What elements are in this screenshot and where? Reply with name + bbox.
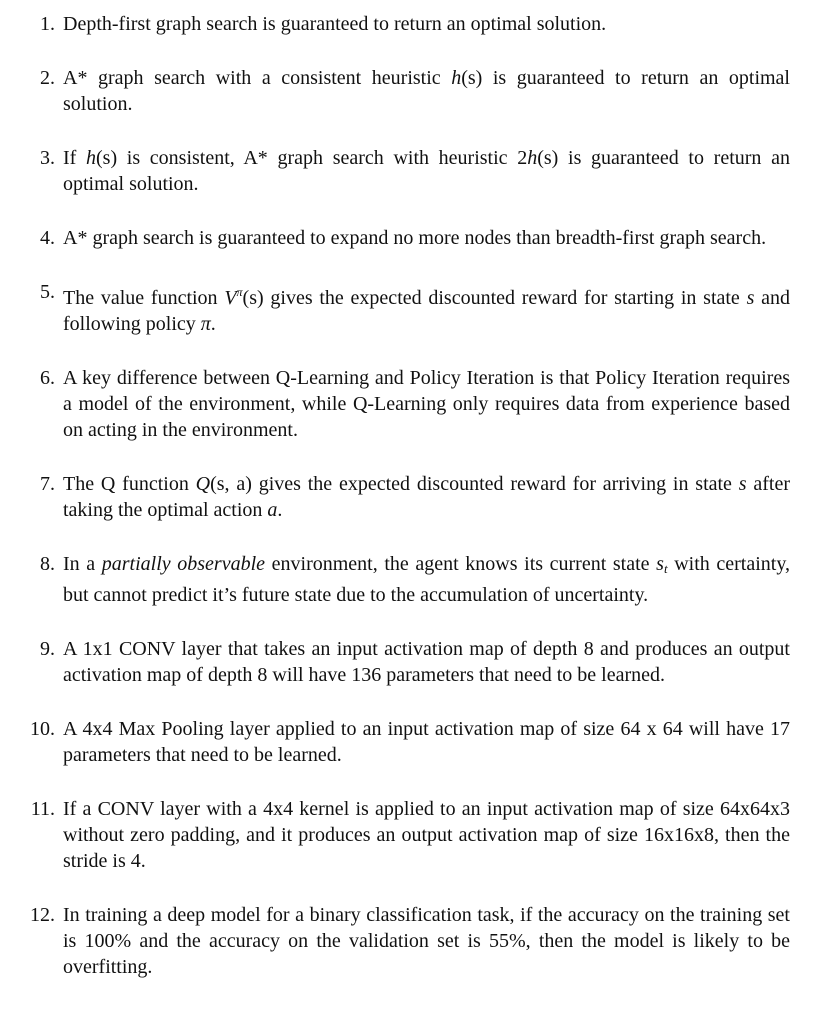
math-a: a	[267, 499, 278, 521]
question-text: A 1x1 CONV layer that takes an input activation map of depth 8 and produces an output activation map of depth 8 will have 136 parameters that need to be learned.	[63, 638, 790, 686]
question-3	[25, 145, 790, 197]
math-args: (s, a)	[210, 473, 252, 495]
question-text-part: gives the expected discounted reward for starting in state	[263, 287, 747, 309]
question-text-part: after taking the optimal action	[63, 473, 790, 521]
question-text-part: is guaranteed to return an optimal solution.	[63, 147, 790, 195]
question-number: 10.	[30, 718, 55, 740]
question-6	[25, 365, 790, 443]
math-h: h	[527, 147, 538, 169]
math-h: h	[86, 147, 96, 169]
question-11	[25, 796, 790, 874]
question-text-part: is guaranteed to return an optimal solution.	[63, 67, 790, 115]
math-arg: (s)	[537, 147, 559, 169]
question-text-part: .	[210, 313, 216, 335]
question-text-part: In a	[63, 553, 102, 575]
question-text-part: and following policy	[63, 287, 790, 335]
question-8	[25, 551, 790, 608]
question-text-part: environment, the agent knows its current state	[265, 553, 657, 575]
math-h: h	[451, 67, 462, 89]
question-text-part: The value function	[63, 287, 225, 309]
math-s: s	[746, 287, 755, 309]
math-s: s	[738, 473, 747, 495]
math-V: V	[224, 287, 237, 309]
question-2	[25, 65, 790, 117]
question-text-part: with certainty, but cannot predict it’s future state due to the accumulation of uncertainty.	[63, 553, 791, 606]
question-number: 2.	[40, 67, 55, 89]
question-text-part: If	[63, 147, 86, 169]
question-number: 6.	[40, 367, 55, 389]
math-pi: π	[200, 313, 211, 335]
question-10	[25, 716, 790, 768]
question-4	[25, 225, 790, 251]
question-number: 3.	[40, 147, 55, 169]
question-number: 1.	[40, 13, 55, 35]
emphasis-text: partially observable	[101, 553, 266, 575]
question-number: 12.	[30, 904, 55, 926]
question-text-part: .	[277, 499, 283, 521]
question-text: A 4x4 Max Pooling layer applied to an input activation map of size 64 x 64 will have 17 parameters that need to be learned.	[63, 718, 790, 766]
question-text-part: The Q function	[63, 473, 196, 495]
math-Q: Q	[195, 473, 211, 495]
question-number: 11.	[30, 798, 55, 820]
math-pi-superscript: π	[236, 285, 243, 299]
question-text-part: gives the expected discounted reward for arriving in state	[251, 473, 739, 495]
question-text: A* graph search is guaranteed to expand no more nodes than breadth-first graph search.	[63, 227, 767, 249]
question-text: A key difference between Q-Learning and Policy Iteration is that Policy Iteration requires a model of the environment, while Q-Learning only requires data from experience based on acting in the environment.	[63, 367, 790, 441]
math-coefficient: 2	[517, 147, 528, 169]
question-number: 9.	[40, 638, 55, 660]
math-s: s	[656, 553, 664, 575]
question-12	[25, 902, 790, 980]
math-arg: (s)	[461, 67, 483, 89]
math-arg: (s)	[96, 147, 118, 169]
question-text: Depth-first graph search is guaranteed to return an optimal solution.	[63, 13, 607, 35]
question-number: 5.	[40, 281, 55, 303]
question-text-part: A* graph search with a consistent heuristic	[63, 67, 452, 89]
question-5	[25, 279, 790, 337]
question-number: 7.	[40, 473, 55, 495]
question-text-part: is consistent, A* graph search with heuristic	[117, 147, 518, 169]
question-text: If a CONV layer with a 4x4 kernel is applied to an input activation map of size 64x64x3 without zero padding, and it produces an output activation map of size 16x16x8, then the stride is 4.	[63, 798, 790, 872]
question-text: In training a deep model for a binary classification task, if the accuracy on the training set is 100% and the accuracy on the validation set is 55%, then the model is likely to be overfitting.	[63, 904, 790, 978]
question-9	[25, 636, 790, 688]
question-list	[25, 11, 790, 980]
math-arg: (s)	[242, 287, 264, 309]
question-number: 4.	[40, 227, 55, 249]
question-number: 8.	[40, 553, 55, 575]
math-t-subscript: t	[663, 561, 668, 576]
question-1	[25, 11, 790, 37]
question-7	[25, 471, 790, 523]
